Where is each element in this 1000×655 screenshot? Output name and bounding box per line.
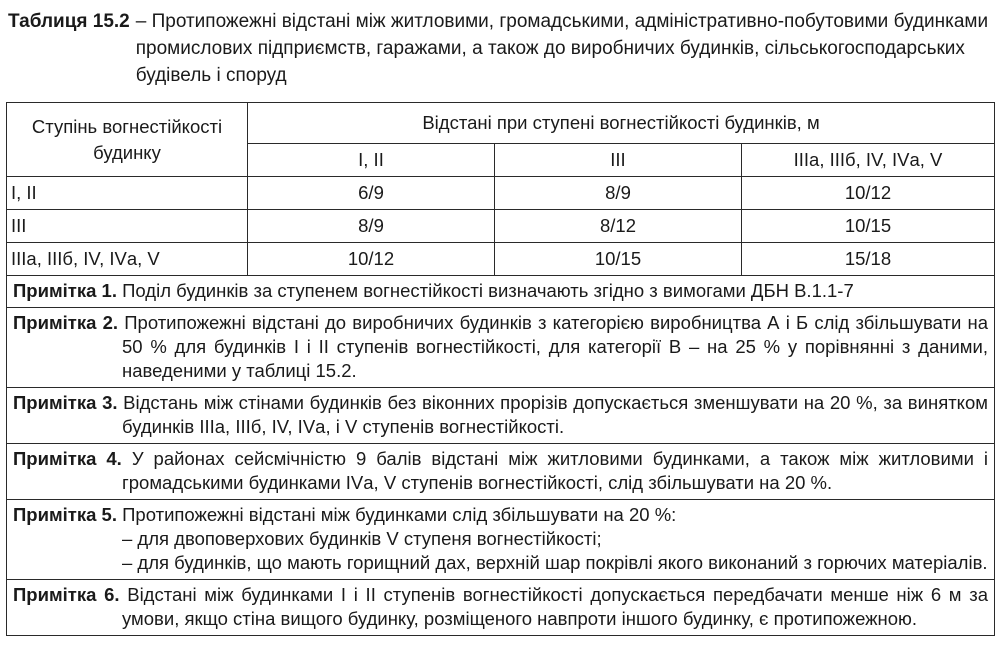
note-text: Протипожежні відстані до виробничих будинків з категорією виробництва А і Б слід збільшувати на 50 % для будинків I і II ступенів вогнестійкості, для категорії В – на 25 % у порівнянні з даними, наведеними у таблиці 15.2. <box>122 312 988 381</box>
note-row <box>7 444 995 500</box>
note-2 <box>7 308 994 387</box>
subheader-cell: III <box>495 144 742 177</box>
table-cell: 6/9 <box>248 177 495 210</box>
note-label: Примітка 4. <box>13 448 122 469</box>
subheader-cell: IIIа, IIIб, IV, IVа, V <box>742 144 995 177</box>
note-6 <box>7 580 994 635</box>
note-text: Відстань між стінами будинків без віконних прорізів допускається зменшувати на 20 %, за винятком будинків IIIа, IIIб, IV, IVа, і V ступенів вогнестійкості. <box>122 392 988 437</box>
fire-distance-table <box>6 102 995 636</box>
table-cell: 8/9 <box>495 177 742 210</box>
note-row <box>7 580 995 636</box>
note-5 <box>7 500 994 579</box>
note-text: У районах сейсмічністю 9 балів відстані між житловими будинками, а також між житловими і громадськими будинками IVа, V ступенів вогнестійкості, слід збільшувати на 20 %. <box>122 448 988 493</box>
row-label: IIIа, IIIб, IV, IVа, V <box>7 243 248 276</box>
table-row <box>7 210 995 243</box>
table-cell: 8/12 <box>495 210 742 243</box>
fire-resistance-header: Ступінь вогнестійкості будинку <box>7 103 248 177</box>
note-row <box>7 276 995 308</box>
note-text: Відстані між будинками I і II ступенів вогнестійкості допускається передбачати менше ніж 6 м за умови, якщо стіна вищого будинку, розміщеного навпроти іншого будинку, є протипожежною. <box>122 584 988 629</box>
table-cell: 10/15 <box>495 243 742 276</box>
distances-group-header: Відстані при ступені вогнестійкості будинків, м <box>248 103 995 144</box>
caption-label: Таблиця 15.2 <box>8 11 130 32</box>
note-text: Протипожежні відстані між будинками слід збільшувати на 20 %: <box>122 504 677 525</box>
note-4 <box>7 444 994 499</box>
note-3 <box>7 388 994 443</box>
table-cell: 10/12 <box>248 243 495 276</box>
note-label: Примітка 5. <box>13 504 117 525</box>
caption-text: – Протипожежні відстані між житловими, громадськими, адміністративно-побутовими будинками промислових підприємств, гаражами, а також до виробничих будинків, сільськогосподарських будівель і споруд <box>135 11 989 86</box>
note-text: Поділ будинків за ступенем вогнестійкості визначають згідно з вимогами ДБН В.1.1-7 <box>122 280 854 301</box>
table-cell: 10/15 <box>742 210 995 243</box>
subheader-cell: I, II <box>248 144 495 177</box>
table-row <box>7 177 995 210</box>
note-label: Примітка 2. <box>13 312 119 333</box>
table-cell: 8/9 <box>248 210 495 243</box>
note-label: Примітка 1. <box>13 280 117 301</box>
note-1 <box>7 276 994 307</box>
row-label: III <box>7 210 248 243</box>
note-label: Примітка 6. <box>13 584 120 605</box>
note-label: Примітка 3. <box>13 392 118 413</box>
note-row <box>7 388 995 444</box>
table-row <box>7 243 995 276</box>
table-cell: 15/18 <box>742 243 995 276</box>
note-list-item: – для двоповерхових будинків V ступеня вогнестійкості; <box>122 528 602 549</box>
note-row <box>7 308 995 388</box>
row-label: I, II <box>7 177 248 210</box>
table-caption <box>8 8 993 89</box>
table-cell: 10/12 <box>742 177 995 210</box>
note-row <box>7 500 995 580</box>
note-list-item: – для будинків, що мають горищний дах, верхній шар покрівлі якого виконаний з горючих матеріалів. <box>122 552 988 573</box>
